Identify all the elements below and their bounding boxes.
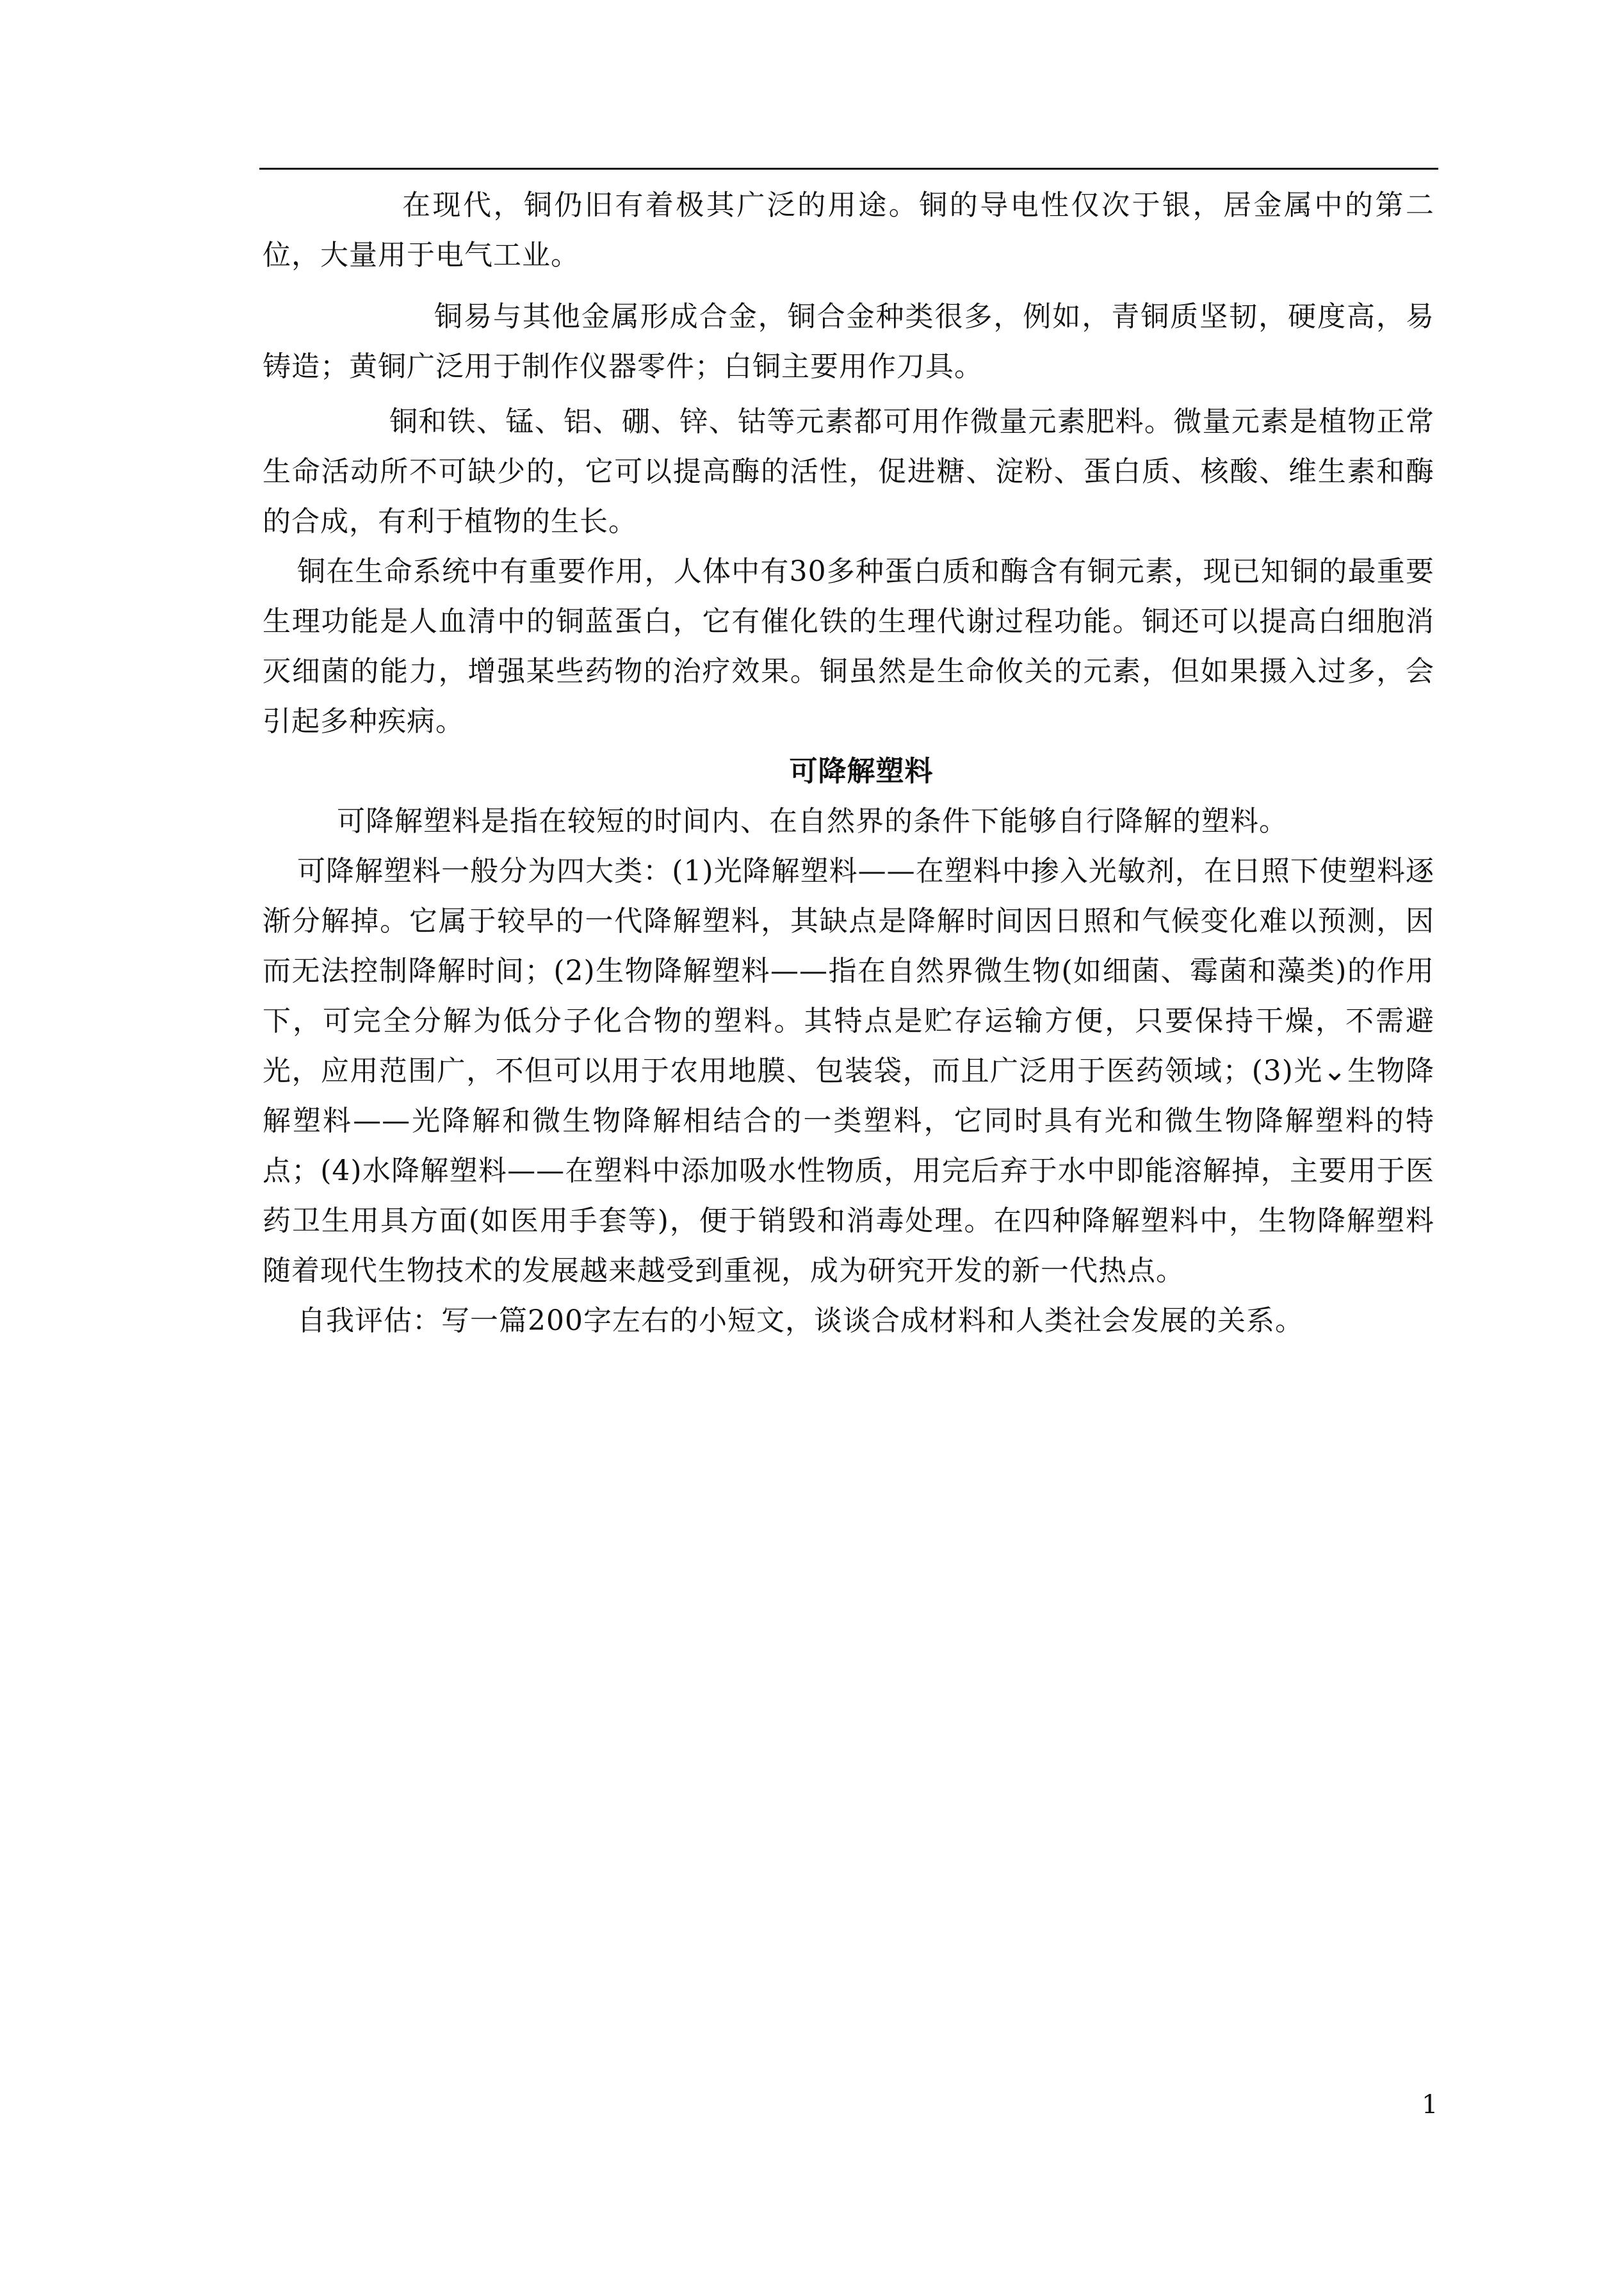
header-rule [259, 168, 1438, 170]
paragraph-copper-uses: 在现代，铜仍旧有着极其广泛的用途。铜的导电性仅次于银，居金属中的第二位，大量用于电气工业。 [263, 189, 1434, 272]
paragraph-copper-alloys: 铜易与其他金属形成合金，铜合金种类很多，例如，青铜质坚韧，硬度高，易铸造；黄铜广泛用于制作仪器零件；白铜主要用作刀具。 [263, 300, 1434, 383]
page-number: 1 [1422, 2090, 1438, 2120]
paragraph-copper-biology: 铜在生命系统中有重要作用，人体中有30多种蛋白质和酶含有铜元素，现已知铜的最重要生理功能是人血清中的铜蓝蛋白，它有催化铁的生理代谢过程功能。铜还可以提高白细胞消灭细菌的能力，增强某些药物的治疗效果。铜虽然是生命攸关的元素，但如果摄入过多，会引起多种疾病。 [263, 555, 1434, 738]
section-heading: 可降解塑料 [789, 755, 934, 788]
document-body [263, 181, 1434, 1346]
paragraph-degradable-types: 可降解塑料一般分为四大类：(1)光降解塑料——在塑料中掺入光敏剂，在日照下使塑料逐渐分解掉。它属于较早的一代降解塑料，其缺点是降解时间因日照和气候变化难以预测，因而无法控制降解时间；(2)生物降解塑料——指在自然界微生物(如细菌、霉菌和藻类)的作用下，可完全分解为低分子化合物的塑料。其特点是贮存运输方便，只要保持干燥，不需避光，应用范围广，不但可以用于农用地膜、包装袋，而且广泛用于医药领域；(3)光⌄生物降解塑料——光降解和微生物降解相结合的一类塑料，它同时具有光和微生物降解塑料的特点；(4)水降解塑料——在塑料中添加吸水性物质，用完后弃于水中即能溶解掉，主要用于医药卫生用具方面(如医用手套等)，便于销毁和消毒处理。在四种降解塑料中，生物降解塑料随着现代生物技术的发展越来越受到重视，成为研究开发的新一代热点。 [263, 855, 1434, 1287]
paragraph-self-assessment: 自我评估：写一篇200字左右的小短文，谈谈合成材料和人类社会发展的关系。 [297, 1304, 1304, 1337]
paragraph-degradable-definition: 可降解塑料是指在较短的时间内、在自然界的条件下能够自行降解的塑料。 [337, 805, 1288, 838]
paragraph-trace-element-fertilizer: 铜和铁、锰、铝、硼、锌、钴等元素都可用作微量元素肥料。微量元素是植物正常生命活动所不可缺少的，它可以提高酶的活性，促进糖、淀粉、蛋白质、核酸、维生素和酶的合成，有利于植物的生长。 [263, 405, 1434, 538]
